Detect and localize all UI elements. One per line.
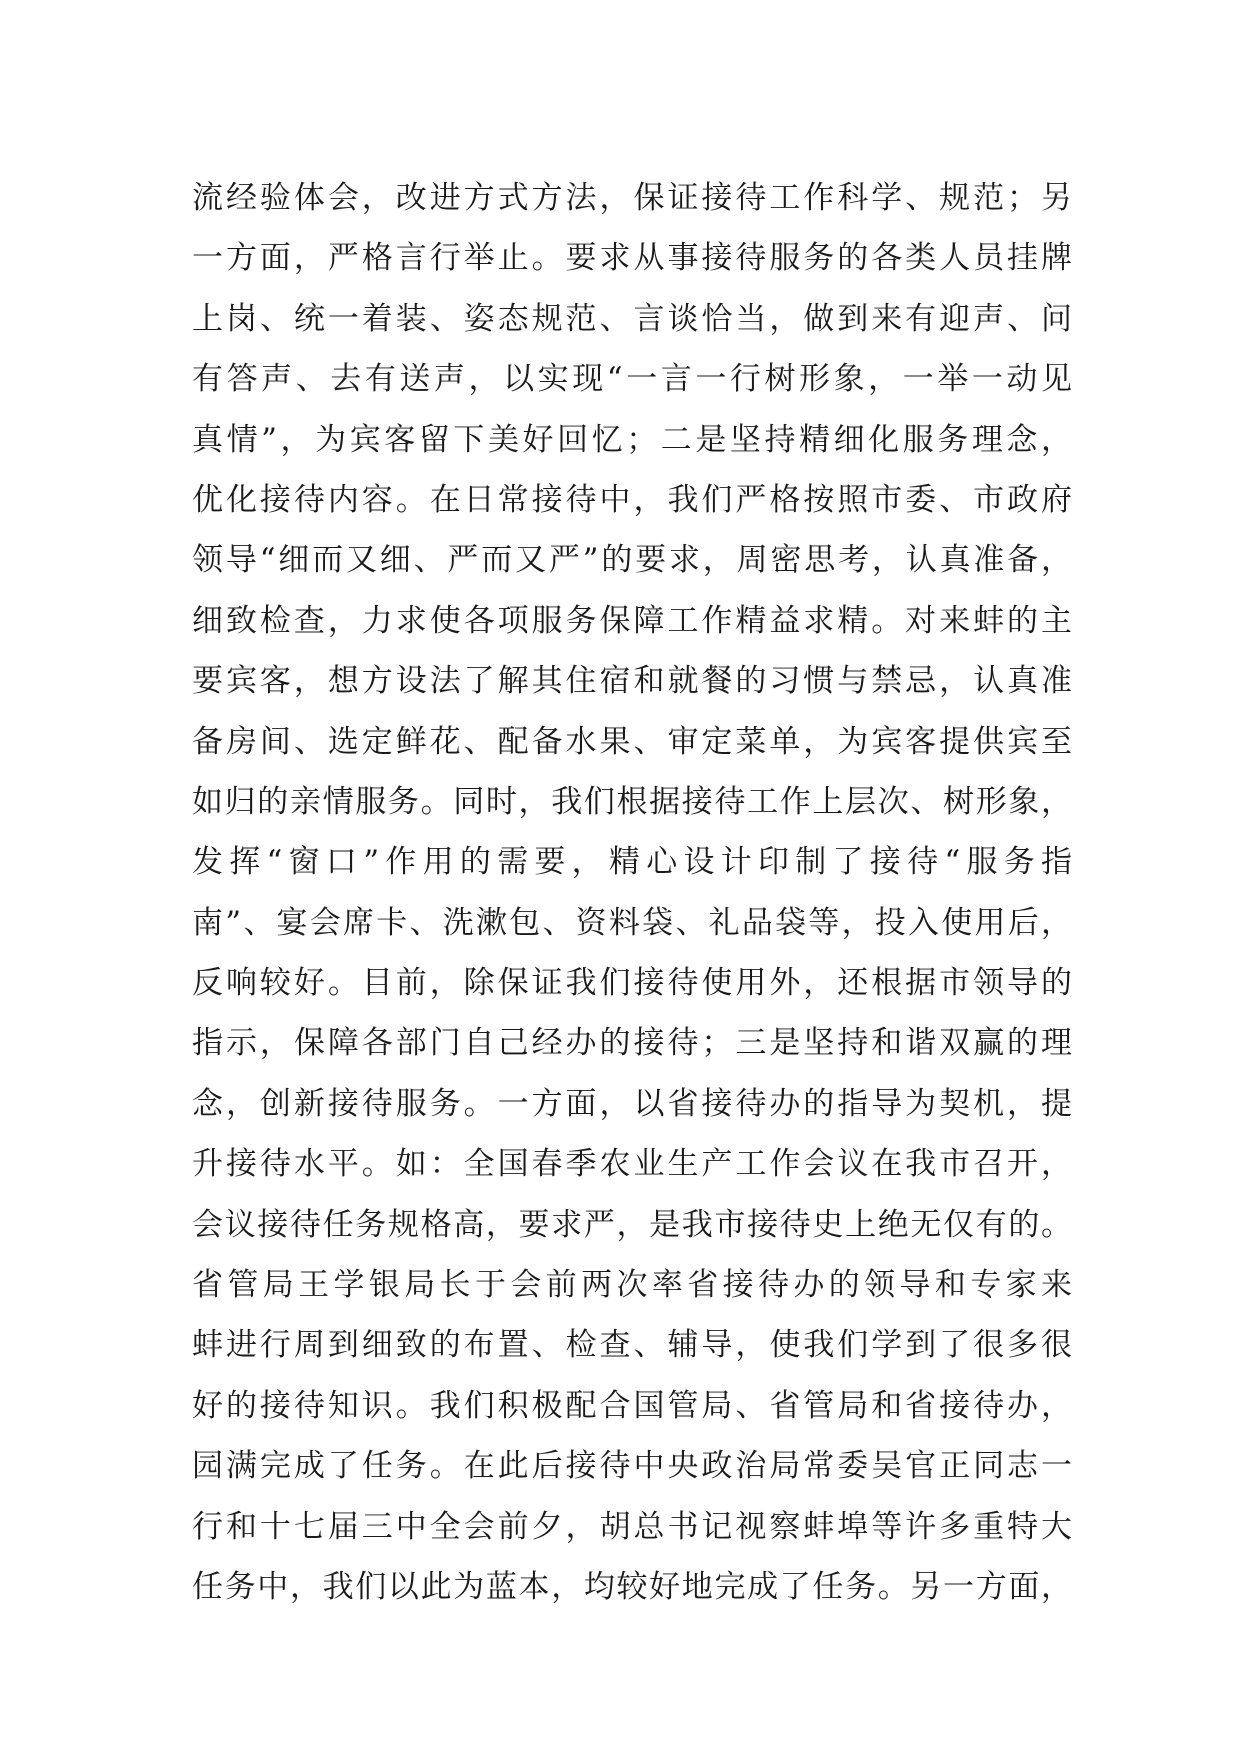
text-line: 优化接待内容。在日常接待中，我们严格按照市委、市政府 bbox=[192, 481, 1072, 518]
text-line: 备房间、选定鲜花、配备水果、审定菜单，为宾客提供宾至 bbox=[192, 723, 1072, 760]
text-line: 流经验体会，改进方式方法，保证接待工作科学、规范；另 bbox=[192, 180, 1072, 216]
text-line: 会议接待任务规格高，要求严，是我市接待史上绝无仅有的。 bbox=[192, 1206, 1072, 1243]
text-line: 蚌进行周到细致的布置、检查、辅导，使我们学到了很多很 bbox=[192, 1327, 1072, 1364]
text-line: 真情”，为宾客留下美好回忆；二是坚持精细化服务理念， bbox=[192, 421, 1072, 458]
text-line: 好的接待知识。我们积极配合国管局、省管局和省接待办， bbox=[192, 1387, 1072, 1424]
text-line: 升接待水平。如：全国春季农业生产工作会议在我市召开， bbox=[192, 1146, 1072, 1183]
text-line: 一方面，严格言行举止。要求从事接待服务的各类人员挂牌 bbox=[192, 240, 1072, 277]
text-line: 念，创新接待服务。一方面，以省接待办的指导为契机，提 bbox=[192, 1085, 1072, 1122]
text-line: 发挥“窗口”作用的需要，精心设计印制了接待“服务指 bbox=[192, 844, 1072, 881]
text-line: 如归的亲情服务。同时，我们根据接待工作上层次、树形象， bbox=[192, 783, 1072, 820]
text-line: 指示，保障各部门自己经办的接待；三是坚持和谐双赢的理 bbox=[192, 1025, 1072, 1062]
text-line: 要宾客，想方设法了解其住宿和就餐的习惯与禁忌，认真准 bbox=[192, 663, 1072, 700]
text-line: 细致检查，力求使各项服务保障工作精益求精。对来蚌的主 bbox=[192, 602, 1072, 639]
text-line: 省管局王学银局长于会前两次率省接待办的领导和专家来 bbox=[192, 1267, 1072, 1304]
text-line: 反响较好。目前，除保证我们接待使用外，还根据市领导的 bbox=[192, 965, 1072, 1002]
text-line: 行和十七届三中全会前夕，胡总书记视察蚌埠等许多重特大 bbox=[192, 1508, 1072, 1545]
body-text bbox=[192, 168, 1072, 1617]
text-line: 南”、宴会席卡、洗漱包、资料袋、礼品袋等，投入使用后， bbox=[192, 904, 1072, 941]
text-line: 园满完成了任务。在此后接待中央政治局常委吴官正同志一 bbox=[192, 1448, 1072, 1485]
text-line: 任务中，我们以此为蓝本，均较好地完成了任务。另一方面， bbox=[192, 1568, 1072, 1605]
text-line: 上岗、统一着装、姿态规范、言谈恰当，做到来有迎声、问 bbox=[192, 300, 1072, 337]
text-line: 有答声、去有送声，以实现“一言一行树形象，一举一动见 bbox=[192, 361, 1072, 398]
text-line: 领导“细而又细、严而又严”的要求，周密思考，认真准备， bbox=[192, 542, 1072, 579]
